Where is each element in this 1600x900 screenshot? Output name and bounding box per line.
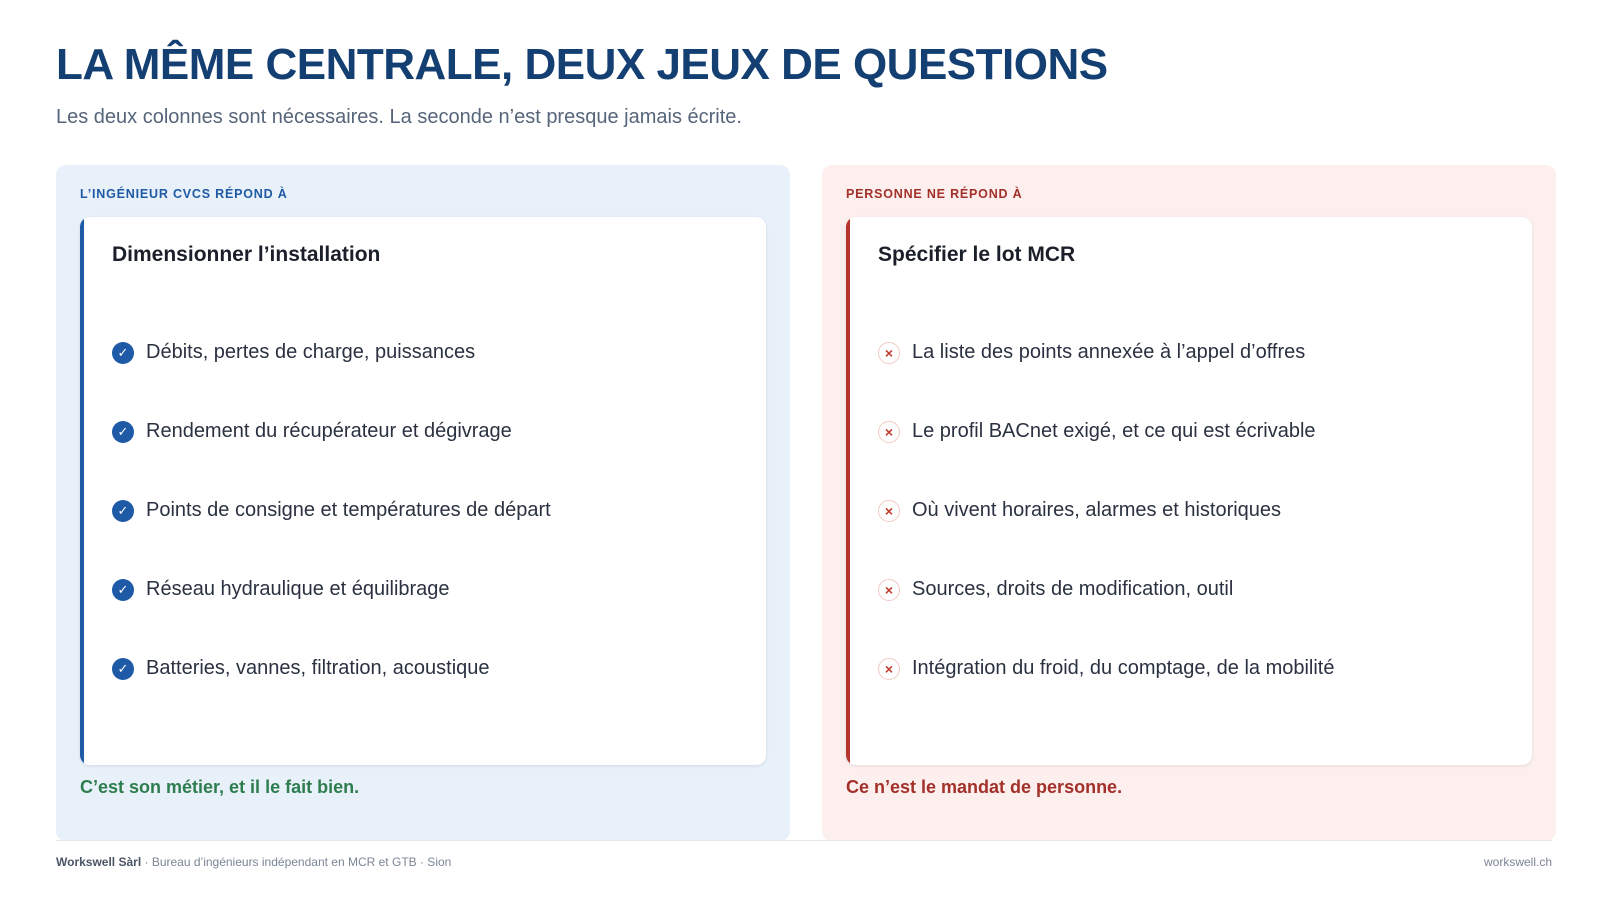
footer-brand: Workswell Sàrl xyxy=(56,855,142,869)
cross-icon: × xyxy=(878,421,900,443)
page-title: LA MÊME CENTRALE, DEUX JEUX DE QUESTIONS xyxy=(56,40,1108,89)
cvcs-list xyxy=(112,337,746,708)
list-item-text: Débits, pertes de charge, puissances xyxy=(146,341,476,363)
column-conclusion: C’est son métier, et il le fait bien. xyxy=(80,777,360,797)
mcr-card xyxy=(846,217,1532,765)
column-label: L’INGÉNIEUR CVCS RÉPOND À xyxy=(80,187,288,201)
column-conclusion: Ce n’est le mandat de personne. xyxy=(846,777,1123,797)
check-icon: ✓ xyxy=(112,342,134,364)
cvcs-card xyxy=(80,217,766,765)
list-item-text: Rendement du récupérateur et dégivrage xyxy=(146,420,512,442)
card-title: Spécifier le lot MCR xyxy=(878,243,1076,266)
list-item xyxy=(878,392,1512,471)
mcr-column xyxy=(822,165,1556,841)
cross-icon: × xyxy=(878,500,900,522)
card-title: Dimensionner l’installation xyxy=(112,243,381,266)
check-icon: ✓ xyxy=(112,658,134,680)
list-item-text: Réseau hydraulique et équilibrage xyxy=(146,578,450,600)
list-item-text: Batteries, vannes, filtration, acoustique xyxy=(146,657,490,679)
mcr-list xyxy=(878,337,1512,708)
list-item-text: Points de consigne et températures de départ xyxy=(146,499,551,521)
list-item xyxy=(878,313,1512,392)
footer-description: · Bureau d’ingénieurs indépendant en MCR et GTB · Sion xyxy=(141,855,452,869)
page-subtitle: Les deux colonnes sont nécessaires. La seconde n’est presque jamais écrite. xyxy=(56,106,742,128)
list-item xyxy=(112,313,746,392)
footer-credits xyxy=(56,855,451,869)
list-item xyxy=(112,392,746,471)
check-icon: ✓ xyxy=(112,579,134,601)
list-item xyxy=(112,471,746,550)
list-item xyxy=(878,471,1512,550)
list-item-text: Le profil BACnet exigé, et ce qui est écrivable xyxy=(912,420,1316,442)
list-item-text: Intégration du froid, du comptage, de la mobilité xyxy=(912,657,1335,679)
column-label: PERSONNE NE RÉPOND À xyxy=(846,187,1023,201)
check-icon: ✓ xyxy=(112,421,134,443)
list-item-text: Où vivent horaires, alarmes et historiques xyxy=(912,499,1282,521)
check-icon: ✓ xyxy=(112,500,134,522)
list-item xyxy=(878,629,1512,708)
footer-divider xyxy=(56,840,1552,841)
cross-icon: × xyxy=(878,342,900,364)
list-item-text: Sources, droits de modification, outil xyxy=(912,578,1234,600)
list-item-text: La liste des points annexée à l’appel d’offres xyxy=(912,341,1306,363)
list-item xyxy=(112,550,746,629)
cross-icon: × xyxy=(878,579,900,601)
list-item xyxy=(112,629,746,708)
list-item xyxy=(878,550,1512,629)
cvcs-column xyxy=(56,165,790,841)
cross-icon: × xyxy=(878,658,900,680)
footer-website[interactable]: workswell.ch xyxy=(1483,855,1552,869)
